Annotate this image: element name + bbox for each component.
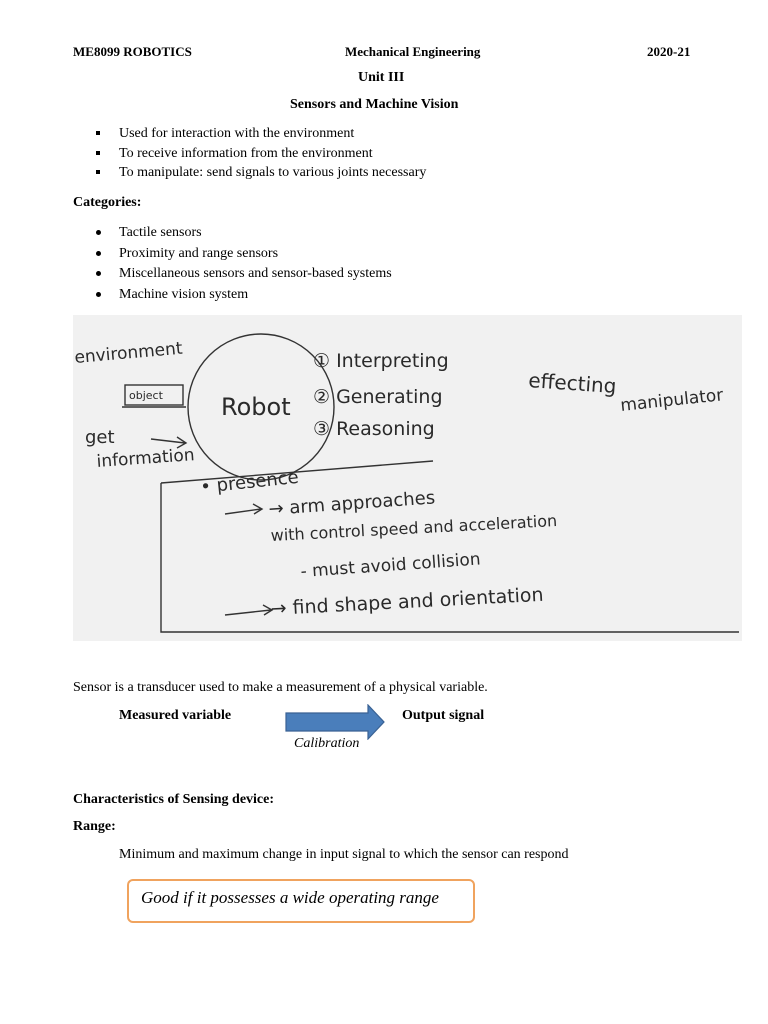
list-item: To receive information from the environment	[73, 144, 426, 164]
calibration-arrow-icon	[284, 704, 386, 740]
label-generating: ② Generating	[313, 386, 443, 408]
output-signal-label: Output signal	[402, 708, 485, 723]
label-reasoning: ③ Reasoning	[313, 418, 435, 440]
unit-label: Unit III	[358, 70, 405, 85]
label-control-speed: with control speed and acceleration	[270, 511, 558, 545]
label-manipulator: manipulator	[619, 385, 725, 416]
range-description: Minimum and maximum change in input signal to which the sensor can respond	[119, 847, 569, 862]
label-find-shape: → find shape and orientation	[270, 583, 545, 620]
range-callout	[127, 879, 475, 923]
page-title: Sensors and Machine Vision	[290, 97, 459, 112]
list-item: Proximity and range sensors	[73, 244, 392, 265]
label-arm-approaches: → arm approaches	[267, 487, 436, 520]
range-callout-text: Good if it possesses a wide operating range	[141, 888, 439, 907]
label-avoid-collision: - must avoid collision	[299, 549, 482, 582]
label-environment: environment	[73, 338, 184, 368]
list-item: Used for interaction with the environment	[73, 124, 426, 144]
label-interpreting: ① Interpreting	[313, 350, 449, 372]
label-robot: Robot	[221, 393, 291, 421]
label-get: get	[85, 427, 115, 448]
label-object: object	[129, 389, 163, 402]
categories-heading: Categories:	[73, 195, 142, 210]
characteristics-heading: Characteristics of Sensing device:	[73, 792, 275, 807]
sketch-drawing	[73, 315, 742, 641]
categories-list	[73, 223, 392, 305]
list-item: Miscellaneous sensors and sensor-based systems	[73, 264, 392, 285]
list-item: To manipulate: send signals to various joints necessary	[73, 163, 426, 183]
calibration-label: Calibration	[294, 736, 360, 751]
sensor-definition: Sensor is a transducer used to make a measurement of a physical variable.	[73, 680, 488, 695]
academic-year: 2020-21	[647, 44, 691, 59]
label-effecting: effecting	[527, 368, 618, 399]
course-code: ME8099 ROBOTICS	[73, 44, 192, 59]
department: Mechanical Engineering	[345, 44, 481, 59]
measured-variable-label: Measured variable	[119, 708, 232, 723]
purpose-list	[73, 124, 426, 183]
handwritten-sketch	[73, 315, 742, 641]
label-presence: • presence	[199, 466, 300, 498]
list-item: Tactile sensors	[73, 223, 392, 244]
list-item: Machine vision system	[73, 285, 392, 306]
range-heading: Range:	[73, 819, 116, 834]
label-information: information	[95, 445, 196, 472]
